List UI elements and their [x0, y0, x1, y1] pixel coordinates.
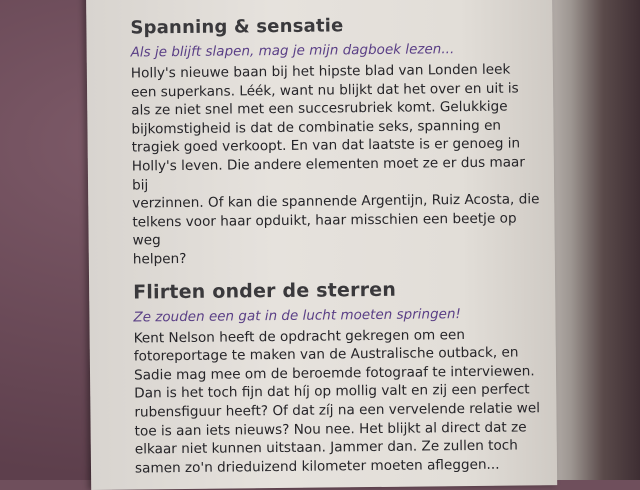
body-line: toe is aan iets nieuws? Nou nee. Het blijkt al direct dat ze [134, 418, 527, 440]
section-body-flirten [134, 325, 546, 478]
body-line: helpen? [132, 250, 187, 268]
body-line: Holly's nieuwe baan bij het hipste blad van Londen leek [130, 61, 511, 82]
body-line: tragiek goed verkoopt. En van dat laatste is er genoeg in [131, 135, 521, 156]
body-line: verzinnen. Of kan die spannende Argentijn, Ruiz Acosta, die [132, 191, 540, 212]
body-line: fotoreportage te maken van de Australische outback, en [133, 344, 519, 365]
body-line: Holly's leven. Die andere elementen moet ze er dus maar bij [131, 154, 526, 194]
body-line: bijkomstigheid is dat de combinatie seks, spanning en [131, 117, 502, 138]
section-tagline-spanning: Als je blijft slapen, mag je mijn dagboek lezen... [130, 41, 455, 61]
body-line: Sadie mag mee om de beroemde fotograaf te interviewen. [133, 363, 535, 384]
book-spine [548, 0, 640, 480]
section-body-spanning [131, 60, 543, 269]
body-line: een superkans. Léék, want nu blijkt dat het over en uit is [130, 80, 519, 101]
body-line: elkaar niet kunnen uitstaan. Jammer dan. Ze zullen toch [134, 437, 518, 458]
section-heading-flirten: Flirten onder de sterren [133, 278, 397, 304]
page-content [130, 13, 545, 478]
body-line: telkens voor haar opduikt, haar misschien een beetje op weg [132, 210, 517, 249]
section-tagline-flirten: Ze zouden een gat in de lucht moeten springen! [133, 305, 461, 326]
body-line: als ze niet snel met een succesrubriek komt. Gelukkige [131, 98, 508, 119]
body-line: rubensfiguur heeft? Of dat zíj na een vervelende relatie wel [134, 400, 541, 421]
book-page [86, 0, 557, 490]
body-line: Kent Nelson heeft de opdracht gekregen om een [133, 326, 465, 347]
section-heading-spanning: Spanning & sensatie [130, 15, 344, 39]
body-line: samen zo'n drieduizend kilometer moeten afleggen... [134, 456, 500, 477]
body-line: Dan is het toch fijn dat híj op mollig valt en zij een perfect [134, 381, 530, 402]
